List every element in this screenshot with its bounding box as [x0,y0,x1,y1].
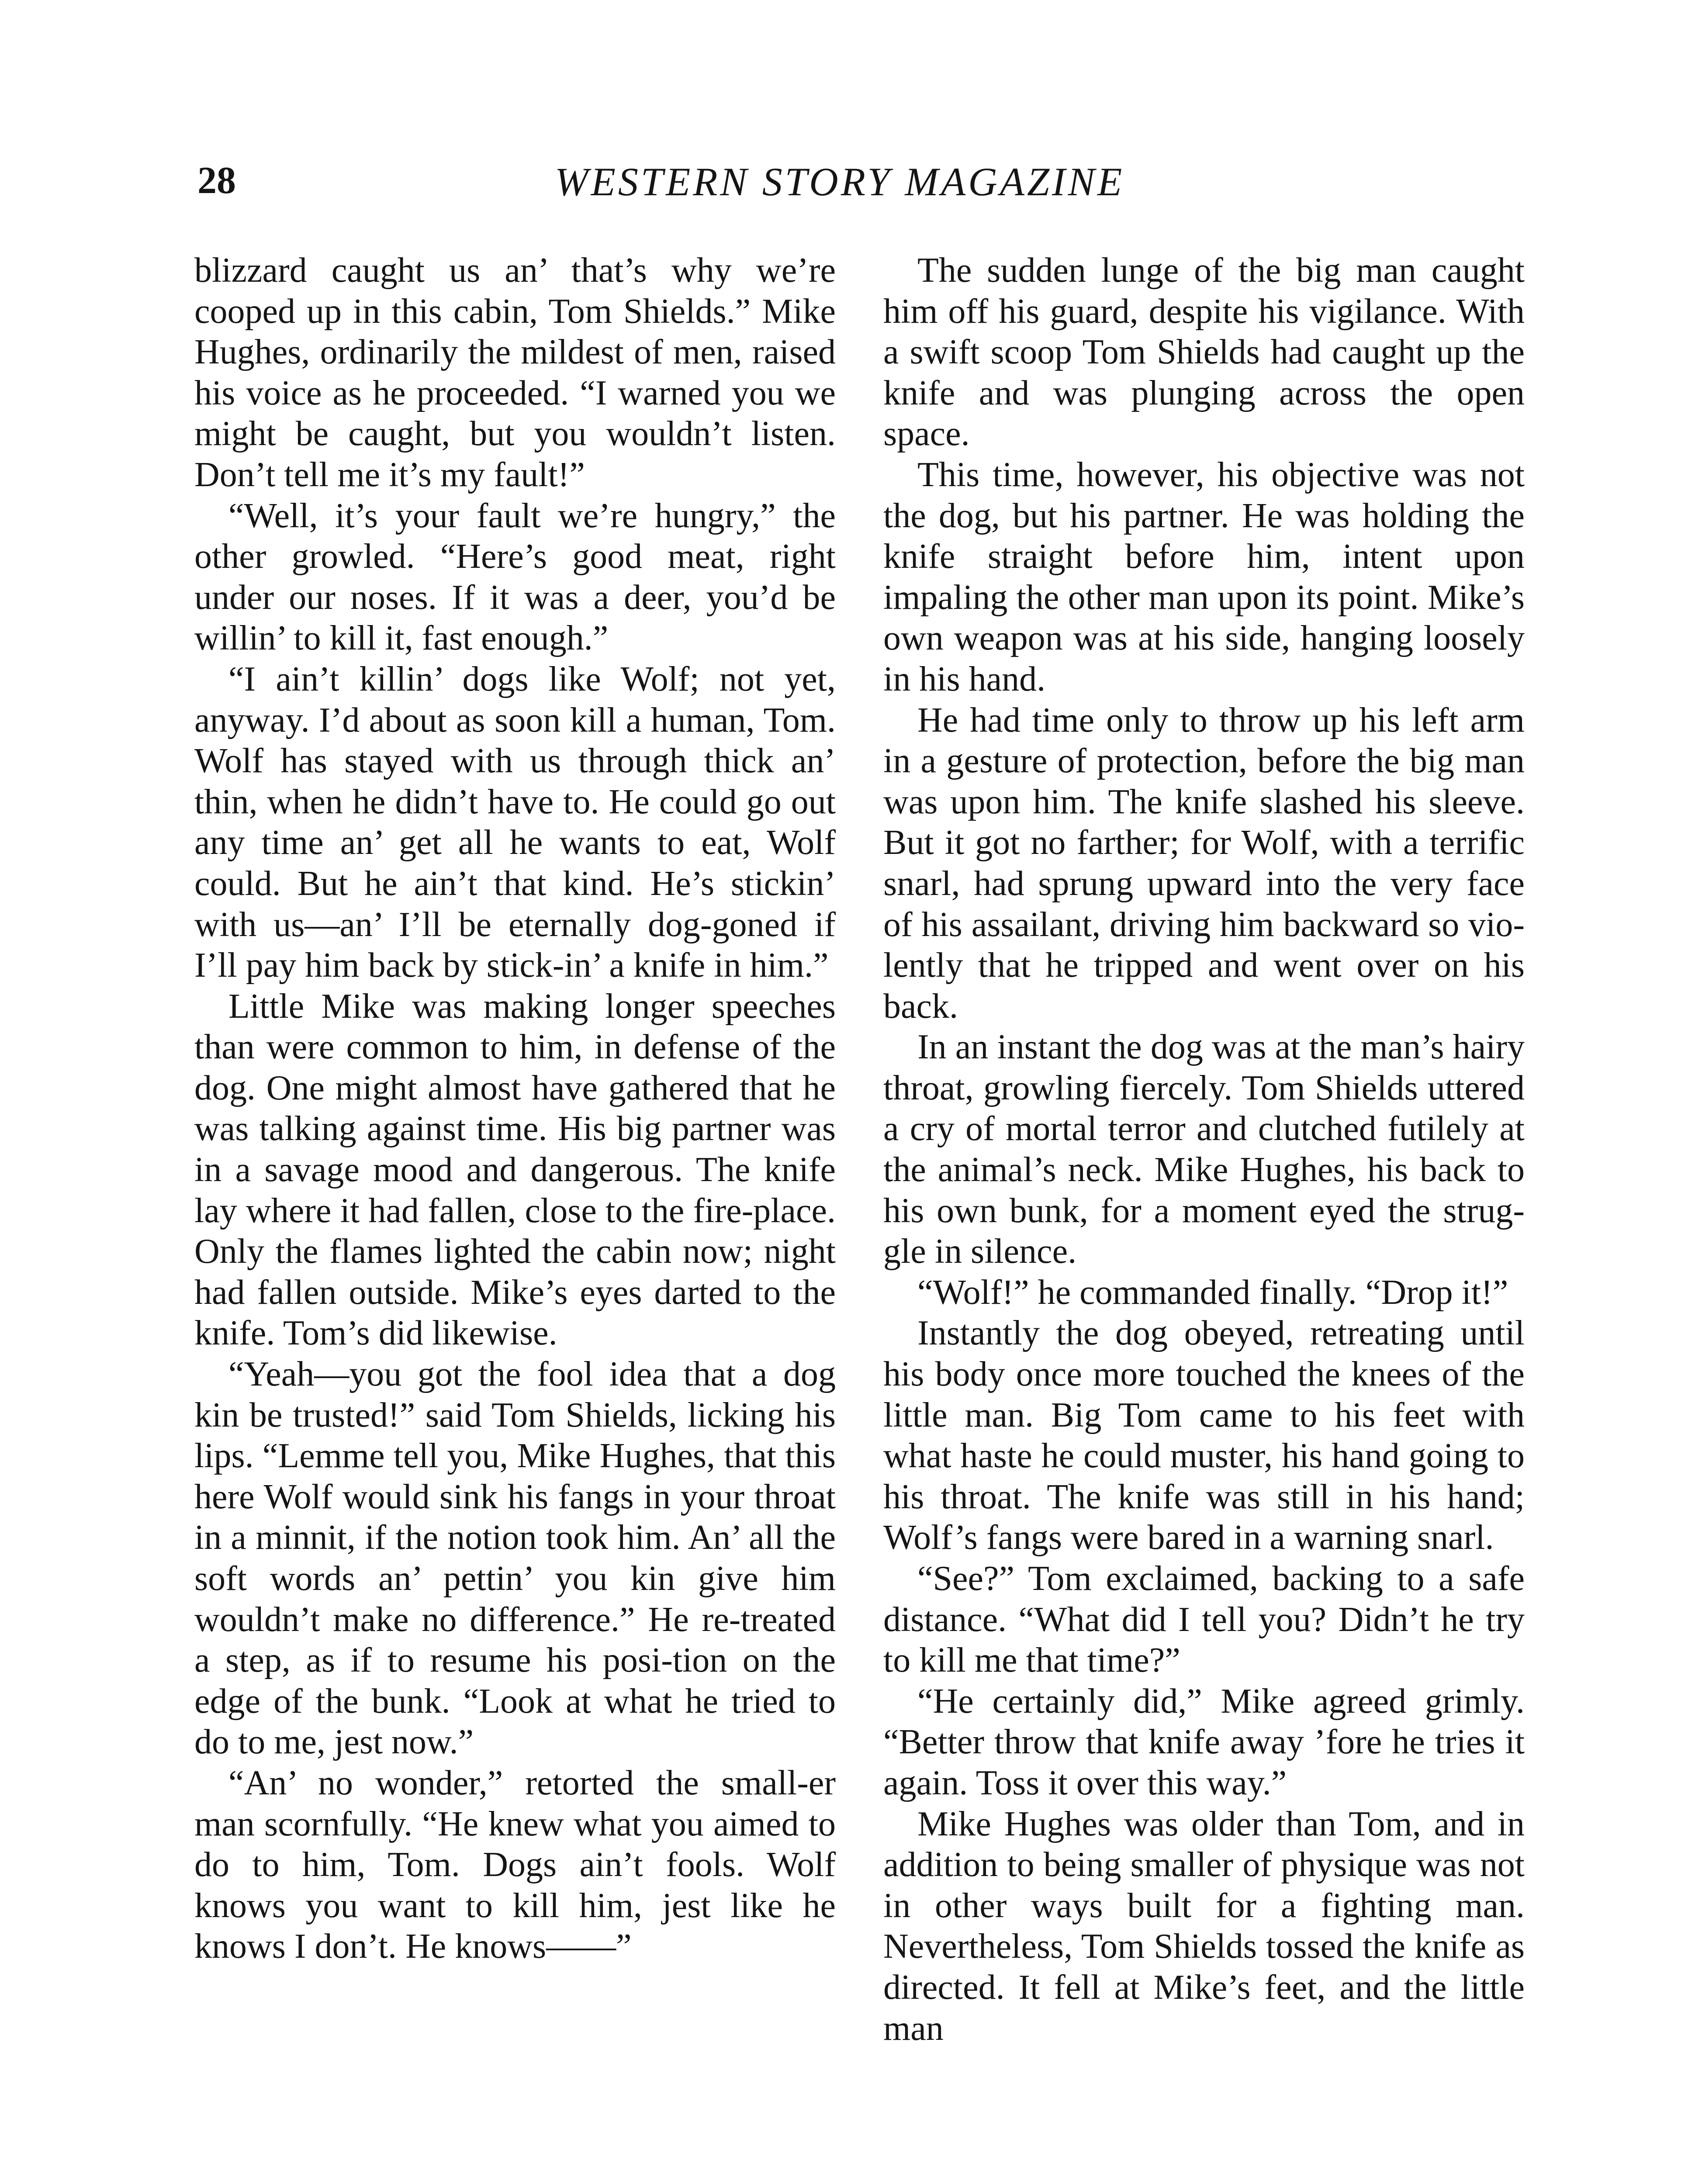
paragraph: Little Mike was making longer speeches than were common to him, in defense of the dog. One might almost have gathered that he was talking against time. His big partner was in a savage mood and dangerous. The knife lay where it had fallen, close to the fire-place. Only the flames lighted the cabin now; night had fallen outside. Mike’s eyes darted to the knife. Tom’s did likewise. [194,987,836,1353]
paragraph: This time, however, his objective was not the dog, but his partner. He was holding the knife straight before him, intent upon impaling the other man upon its point. Mike’s own weapon was at his side, hanging loosely in his hand. [883,455,1525,698]
paragraph: “Well, it’s your fault we’re hungry,” the other growled. “Here’s good meat, right under our noses. If it was a deer, you’d be willin’ to kill it, fast enough.” [194,496,836,658]
paragraph: “Wolf!” he commanded finally. “Drop it!” [917,1273,1508,1312]
paragraph: blizzard caught us an’ that’s why we’re cooped up in this cabin, Tom Shields.” Mike Hughes, ordinarily the mildest of men, raised his voice as he proceeded. “I warned you we might be caught, but you wouldn’t listen. Don’t tell me it’s my fault!” [194,251,836,494]
paragraph: The sudden lunge of the big man caught him off his guard, despite his vigilance. With a swift scoop Tom Shields had caught up the knife and was plunging across the open space. [883,251,1525,453]
paragraph: Instantly the dog obeyed, retreating until his body once more touched the knees of the little man. Big Tom came to his feet with what haste he could muster, his hand going to his throat. The knife was still in his hand; Wolf’s fangs were bared in a warning snarl. [883,1314,1525,1557]
paragraph: In an instant the dog was at the man’s hairy throat, growling fiercely. Tom Shields uttered a cry of mortal terror and clutched futilely at the animal’s neck. Mike Hughes, his back to his own bunk, for a moment eyed the strug-gle in silence. [883,1028,1525,1271]
page-header [0,159,1702,227]
paragraph: He had time only to throw up his left arm in a gesture of protection, before the big man was upon him. The knife slashed his sleeve. But it got no farther; for Wolf, with a terrific snarl, had sprung upward into the very face of his assailant, driving him backward so vio-lently that he tripped and went over on his back. [883,701,1525,1026]
page-number: 28 [197,159,236,202]
left-column [194,250,836,1967]
paragraph: Mike Hughes was older than Tom, and in addition to being smaller of physique was not in other ways built for a fighting man. Nevertheless, Tom Shields tossed the knife as directed. It fell at Mike’s feet, and the little man [883,1804,1525,2048]
paragraph: “An’ no wonder,” retorted the small-er man scornfully. “He knew what you aimed to do to him, Tom. Dogs ain’t fools. Wolf knows you want to kill him, jest like he knows I don’t. He knows——” [194,1763,836,1966]
running-head: WESTERN STORY MAGAZINE [555,159,1125,204]
right-column [883,250,1525,2049]
paragraph: “See?” Tom exclaimed, backing to a safe distance. “What did I tell you? Didn’t he try to kill me that time?” [883,1559,1525,1680]
paragraph: “Yeah—you got the fool idea that a dog kin be trusted!” said Tom Shields, licking his lips. “Lemme tell you, Mike Hughes, that this here Wolf would sink his fangs in your throat in a minnit, if the notion took him. An’ all the soft words an’ pettin’ you kin give him wouldn’t make no difference.” He re-treated a step, as if to resume his posi-tion on the edge of the bunk. “Look at what he tried to do to me, jest now.” [194,1355,836,1762]
paragraph: “I ain’t killin’ dogs like Wolf; not yet, anyway. I’d about as soon kill a human, Tom. Wolf has stayed with us through thick an’ thin, when he didn’t have to. He could go out any time an’ get all he wants to eat, Wolf could. But he ain’t that kind. He’s stickin’ with us—an’ I’ll be eternally dog-goned if I’ll pay him back by stick-in’ a knife in him.” [194,660,836,985]
paragraph: “He certainly did,” Mike agreed grimly. “Better throw that knife away ’fore he tries it again. Toss it over this way.” [883,1682,1525,1802]
